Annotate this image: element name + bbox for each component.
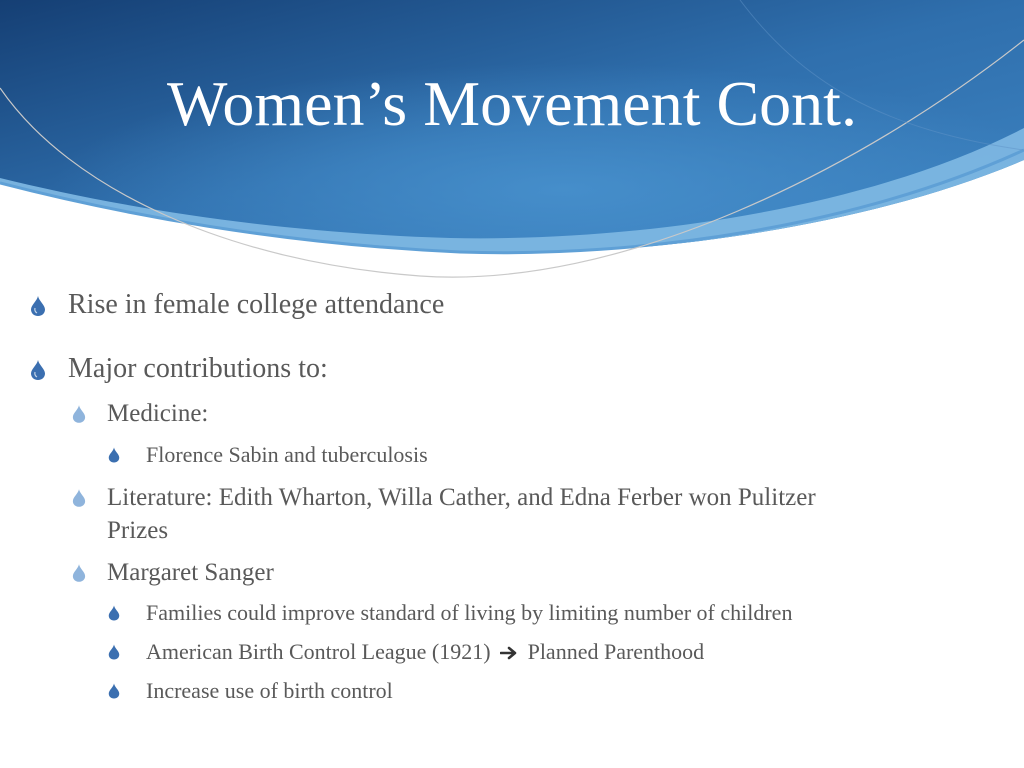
water-drop-icon [30,360,46,380]
list-item-text-continued: Prizes [107,517,169,544]
list-item-text: Families could improve standard of living by limiting number of children [146,600,793,625]
water-drop-icon [30,296,46,316]
list-item-text [146,638,704,668]
list-item-text-after-arrow: Planned Parenthood [527,639,705,664]
list-item-text: Increase use of birth control [146,678,393,703]
list-item-text: Margaret Sanger [107,559,274,586]
list-item-text: Major contributions to: [68,353,328,384]
list-item-text-before-arrow: American Birth Control League (1921) [146,639,491,664]
list-item-text: Medicine: [107,400,209,427]
slide-title: Women’s Movement Cont. [167,68,857,139]
water-drop-icon [108,683,120,699]
water-drop-icon [72,405,86,423]
water-drop-icon [108,605,120,621]
list-item-text: Rise in female college attendance [68,289,445,320]
list-item-text: Florence Sabin and tuberculosis [146,442,428,467]
water-drop-icon [72,564,86,582]
arrow-right-icon [500,640,518,668]
list-item-text: Literature: Edith Wharton, Willa Cather, and Edna Ferber won Pulitzer [107,484,816,511]
water-drop-icon [108,447,120,463]
water-drop-icon [72,489,86,507]
water-drop-icon [108,644,120,660]
